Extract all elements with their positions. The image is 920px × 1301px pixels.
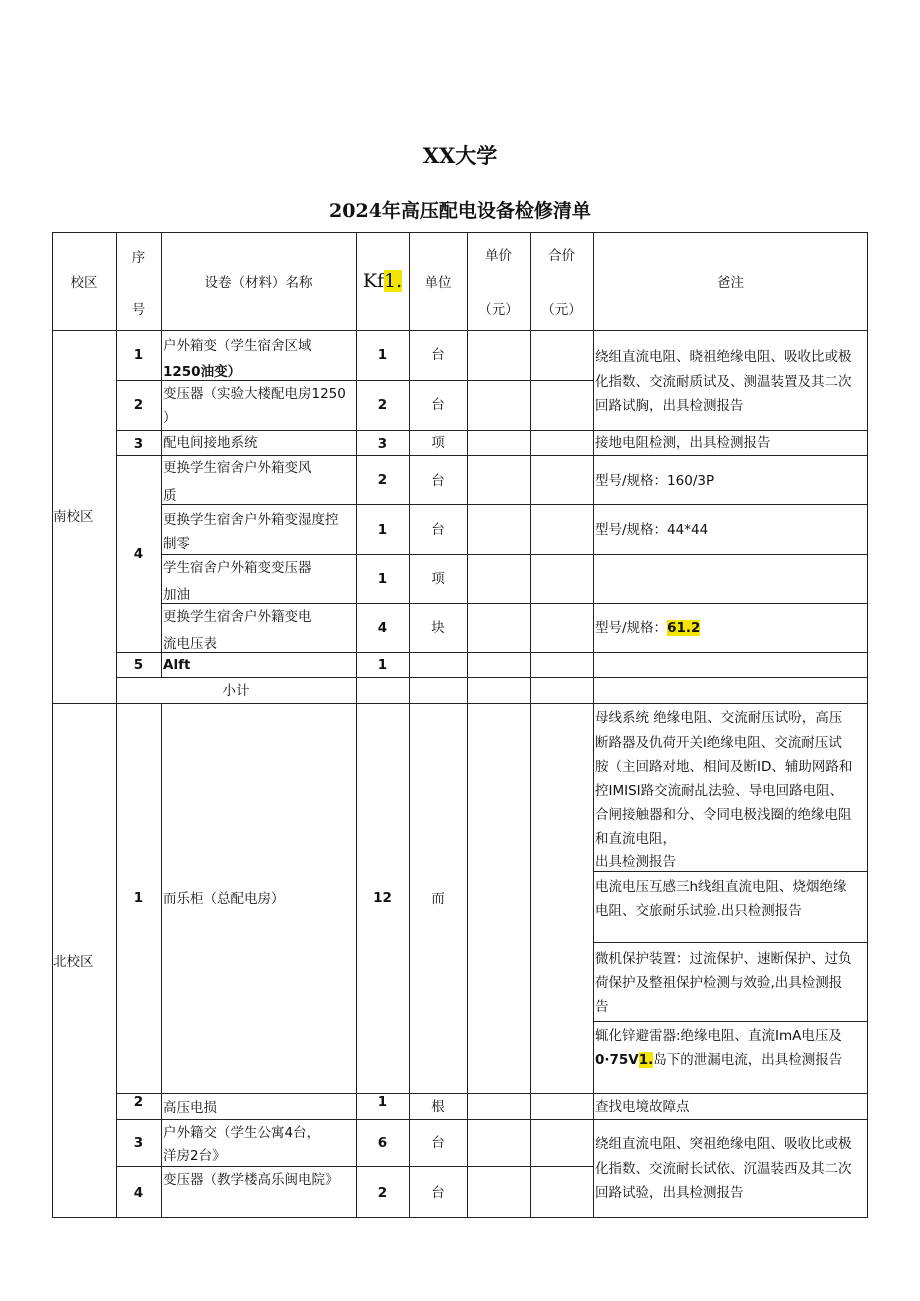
north-remark-3-line-3: 告 xyxy=(595,999,609,1015)
north-row4-seq: 4 xyxy=(133,1185,144,1201)
south-row4b-name-2: 制零 xyxy=(163,536,190,552)
header-qty xyxy=(356,269,409,295)
south-row4c-unit: 项 xyxy=(431,571,445,587)
south-row4c-qty: 1 xyxy=(377,571,388,587)
north-remark-1-line-1: 母线系统 绝缘电阻、交流耐压试吩，高压 xyxy=(595,710,843,726)
header-name: 设卷（材料）名称 xyxy=(204,275,313,291)
south-row2-name-1: 变压器（实验大楼配电房1250 xyxy=(163,386,346,402)
header-unit: 单位 xyxy=(424,275,452,291)
south-row1-qty: 1 xyxy=(377,347,388,363)
south-row1-name-2: 1250油变） xyxy=(163,364,242,380)
south-row4-seq: 4 xyxy=(133,546,144,562)
south-row1-name-1: 户外箱变（学生宿舍区域 xyxy=(163,338,312,354)
south-row4a-name-1: 更换学生宿舍户外箱变风 xyxy=(163,460,312,476)
south-row1-unit: 台 xyxy=(431,347,445,363)
north-row4-qty: 2 xyxy=(377,1185,388,1201)
north-row3-qty: 6 xyxy=(377,1135,388,1151)
north-remark-4-voltage: 0·75V xyxy=(595,1052,639,1068)
north-row2-qty: 1 xyxy=(377,1094,388,1110)
north-remark-1-line-5: 合闸接触器和分、令同电极浅圈的绝缘电阻 xyxy=(595,807,852,823)
header-total-1: 合价 xyxy=(548,248,575,264)
south-row3-seq: 3 xyxy=(133,436,144,452)
north-remark-4-line-1: 辄化锌避雷器:绝缘电阻、直流ImA电压及 xyxy=(595,1028,842,1044)
south-remark-a-3: 回路试胸，出具检测报告 xyxy=(595,398,744,414)
document-title: XX大学 xyxy=(422,143,498,168)
south-row3-qty: 3 xyxy=(377,436,388,452)
north-row3-unit: 台 xyxy=(431,1135,445,1151)
south-row4d-name-1: 更换学生宿舍户外籍变电 xyxy=(163,609,312,625)
north-remark-5-line-3: 回路试验，出具检测报告 xyxy=(595,1185,744,1201)
north-row1-qty: 12 xyxy=(373,890,392,906)
north-row1-seq: 1 xyxy=(133,890,144,906)
north-row2-remark: 查找电境故障点 xyxy=(595,1099,690,1115)
north-remark-1-line-4: 控IMISI路交流耐乩法验、导电回路电阻、 xyxy=(595,783,844,799)
south-row3-unit: 项 xyxy=(431,435,445,451)
south-row4d-unit: 块 xyxy=(431,620,445,636)
document-subtitle: 2024年高压配电设备检修清单 xyxy=(329,200,591,222)
south-row2-name-2: ） xyxy=(163,410,177,426)
header-total-2: （元） xyxy=(541,302,582,318)
header-seq-1: 序 xyxy=(131,250,146,266)
south-row4b-name-1: 更换学生宿舍户外箱变湿度控 xyxy=(163,512,339,528)
north-remark-3-line-1: 微机保护装置：过流保护、速断保护、过负 xyxy=(595,951,852,967)
south-row1-seq: 1 xyxy=(133,347,144,363)
north-remark-1-line-6: 和直流电阻， xyxy=(595,831,676,847)
north-row3-name-1: 户外籍交（学生公寓4台， xyxy=(163,1125,321,1141)
header-qty-b: 1. xyxy=(384,270,403,292)
south-row4a-unit: 台 xyxy=(431,473,445,489)
header-remark: 爸注 xyxy=(717,275,744,291)
north-row4-unit: 台 xyxy=(431,1185,445,1201)
south-remark-c-text: 型号/规格：160/3P xyxy=(595,473,715,489)
north-remark-4-rest: 岛下的泄漏电流，出具检测报告 xyxy=(653,1052,843,1068)
south-remark-a-2: 化指数、交流耐质试及、测温装置及其二次 xyxy=(595,374,852,390)
north-remark-4-line-2 xyxy=(595,1048,842,1072)
south-remark-d: 型号/规格：44*44 xyxy=(595,522,709,538)
north-remark-5-line-1: 绕组直流电阻、突祖绝缘电阻、吸收比或极 xyxy=(595,1136,852,1152)
south-row5-seq: 5 xyxy=(133,657,144,673)
south-remark-b: 接地电阻检测，出具检测报告 xyxy=(595,435,771,451)
north-row2-name: 高压电损 xyxy=(163,1100,217,1116)
north-row2-seq: 2 xyxy=(133,1094,144,1110)
south-row3-name: 配电间接地系统 xyxy=(163,435,258,451)
north-remark-4-highlight: 1. xyxy=(638,1052,654,1068)
south-row4a-qty: 2 xyxy=(377,472,388,488)
north-remark-2-line-1: 电流电压互感三h线组直流电阻、烧烟绝缘 xyxy=(595,879,847,895)
south-row5-qty: 1 xyxy=(377,657,388,673)
south-row4b-unit: 台 xyxy=(431,522,445,538)
north-remark-3-line-2: 荷保护及整祖保护检测与效验,出具检测报 xyxy=(595,975,843,991)
header-campus: 校区 xyxy=(70,275,98,291)
south-remark-c xyxy=(595,469,714,493)
south-remark-a-1: 绕组直流电阻、晓祖绝缘电阻、吸收比或极 xyxy=(595,349,852,365)
south-subtotal-label: 小计 xyxy=(222,683,250,699)
south-campus-label: 南校区 xyxy=(53,509,94,525)
north-remark-1-line-7: 出具检测报告 xyxy=(595,854,676,870)
header-seq-2: 号 xyxy=(131,302,146,318)
south-remark-e xyxy=(595,616,700,640)
north-row3-name-2: 洋房2台》 xyxy=(163,1148,226,1164)
north-row2-unit: 根 xyxy=(431,1099,445,1115)
north-remark-1-line-3: 胺（主回路对地、相间及断ID、辅助网路和 xyxy=(595,759,853,775)
south-row4c-name-2: 加油 xyxy=(163,587,190,603)
north-remark-5-line-2: 化指数、交流耐长试依、沉温装西及其二次 xyxy=(595,1161,852,1177)
south-row5-name: Alft xyxy=(163,657,191,673)
south-row2-qty: 2 xyxy=(377,397,388,413)
north-remark-1-line-2: 断路器及仇荷开关l绝缘电阻、交流耐压试 xyxy=(595,735,842,751)
south-remark-e-value: 61.2 xyxy=(667,620,701,636)
south-row4d-name-2: 流电压表 xyxy=(163,636,217,652)
header-unit-price-2: （元） xyxy=(478,302,519,318)
north-row1-name: 而乐柜（总配电房） xyxy=(163,891,285,907)
header-unit-price-1: 单价 xyxy=(485,248,512,264)
north-row4-name: 变压器（教学楼高乐闽电院》 xyxy=(163,1172,339,1188)
north-row1-unit: 而 xyxy=(431,891,445,907)
south-row4b-qty: 1 xyxy=(377,522,388,538)
header-qty-a: Kf xyxy=(362,270,385,292)
south-row4c-name-1: 学生宿舍户外箱变变压器 xyxy=(163,560,312,576)
north-remark-2-line-2: 电阻、交旅耐乐试验.出只检测报告 xyxy=(595,903,802,919)
south-remark-e-label: 型号/规格： xyxy=(595,620,668,636)
south-row2-unit: 台 xyxy=(431,397,445,413)
south-row4a-name-2: 质 xyxy=(163,488,177,504)
north-campus-label: 北校区 xyxy=(53,954,94,970)
south-row4d-qty: 4 xyxy=(377,620,388,636)
north-row3-seq: 3 xyxy=(133,1135,144,1151)
south-row2-seq: 2 xyxy=(133,397,144,413)
